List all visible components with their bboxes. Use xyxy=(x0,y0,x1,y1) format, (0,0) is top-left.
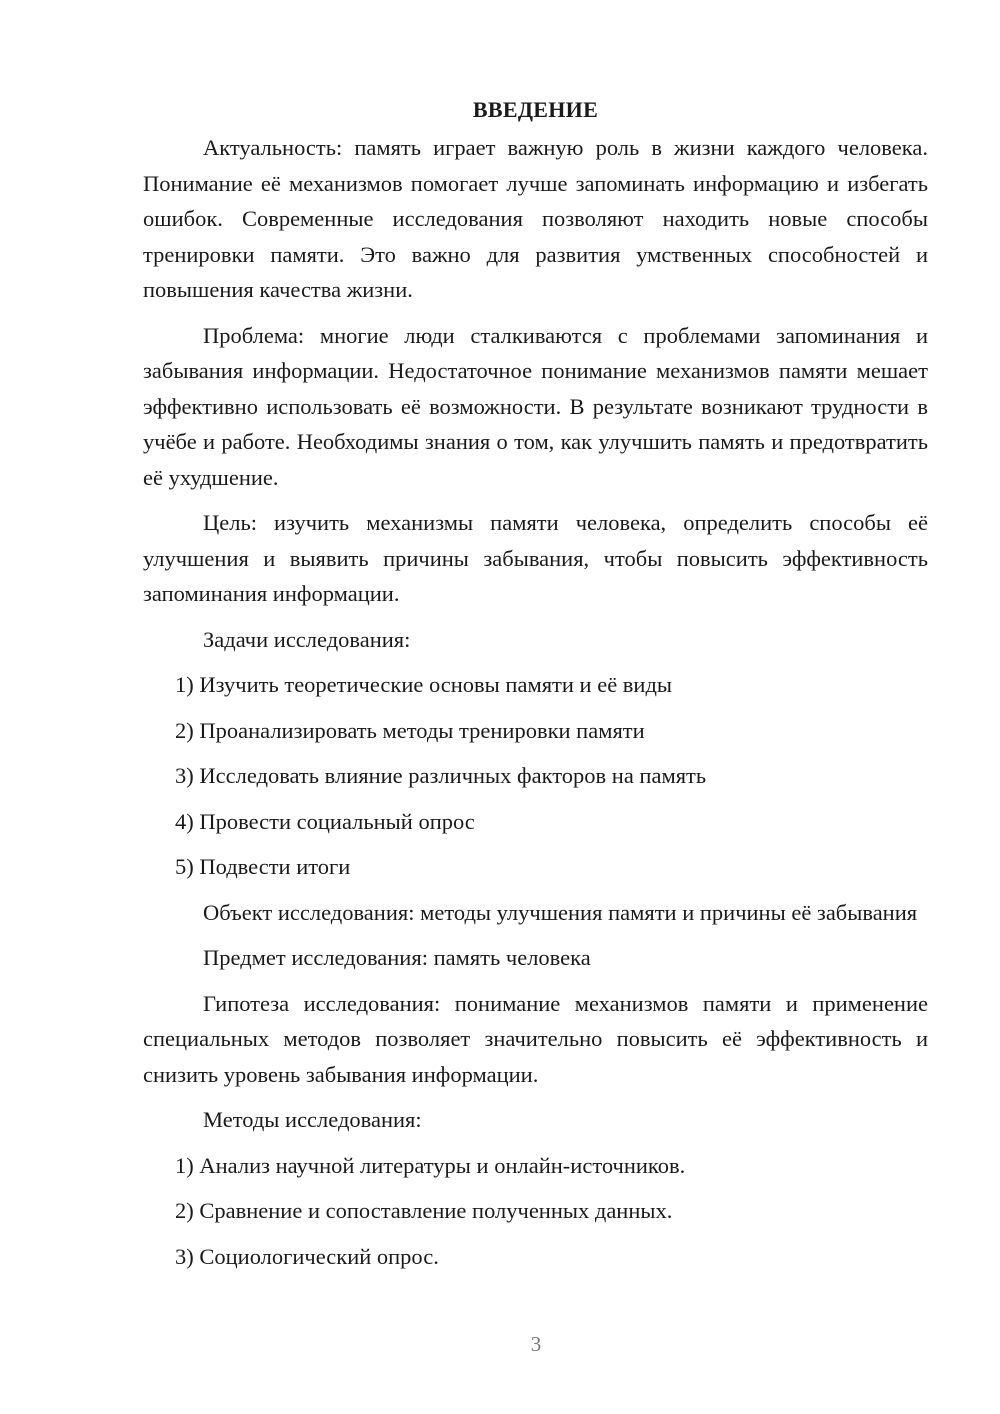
list-item: 2) Проанализировать методы тренировки памяти xyxy=(175,717,645,743)
list-item: 1) Анализ научной литературы и онлайн-источников. xyxy=(175,1152,686,1178)
relevance-paragraph: Актуальность: память играет важную роль в жизни каждого человека. Понимание её механизмов помогает лучше запоминать информацию и избегать ошибок. Современные исследования позволяют находить новые способы тренировки памяти. Это важно для развития умственных способностей и повышения качества жизни. xyxy=(143,135,928,302)
tasks-heading: Задачи исследования: xyxy=(203,626,411,652)
list-item: 1) Изучить теоретические основы памяти и её виды xyxy=(175,672,673,697)
list-item: 3) Социологический опрос. xyxy=(175,1243,439,1269)
list-item: 2) Сравнение и сопоставление полученных данных. xyxy=(175,1198,673,1223)
list-item: 4) Провести социальный опрос xyxy=(175,808,475,834)
tasks-list xyxy=(143,667,928,885)
list-item: 3) Исследовать влияние различных факторов на память xyxy=(175,763,707,788)
list-item: 5) Подвести итоги xyxy=(175,854,351,879)
document-page xyxy=(143,94,928,1284)
subject-paragraph: Предмет исследования: память человека xyxy=(203,945,591,970)
page-title: ВВЕДЕНИЕ xyxy=(472,97,599,122)
hypothesis-paragraph: Гипотеза исследования: понимание механизмов памяти и применение специальных методов позволяет значительно повысить её эффективность и снизить уровень забывания информации. xyxy=(143,990,928,1087)
problem-paragraph: Проблема: многие люди сталкиваются с проблемами запоминания и забывания информации. Недостаточное понимание механизмов памяти мешает эффективно использовать её возможности. В результате возникают трудности в учёбе и работе. Необходимы знания о том, как улучшить память и предотвратить её ухудшение. xyxy=(143,322,928,490)
methods-list xyxy=(143,1148,928,1275)
methods-heading: Методы исследования: xyxy=(203,1107,422,1132)
goal-paragraph: Цель: изучить механизмы памяти человека, определить способы её улучшения и выявить причины забывания, чтобы повысить эффективность запоминания информации. xyxy=(143,510,928,606)
page-number: 3 xyxy=(530,1332,542,1356)
object-paragraph: Объект исследования: методы улучшения памяти и причины её забывания xyxy=(203,899,918,925)
